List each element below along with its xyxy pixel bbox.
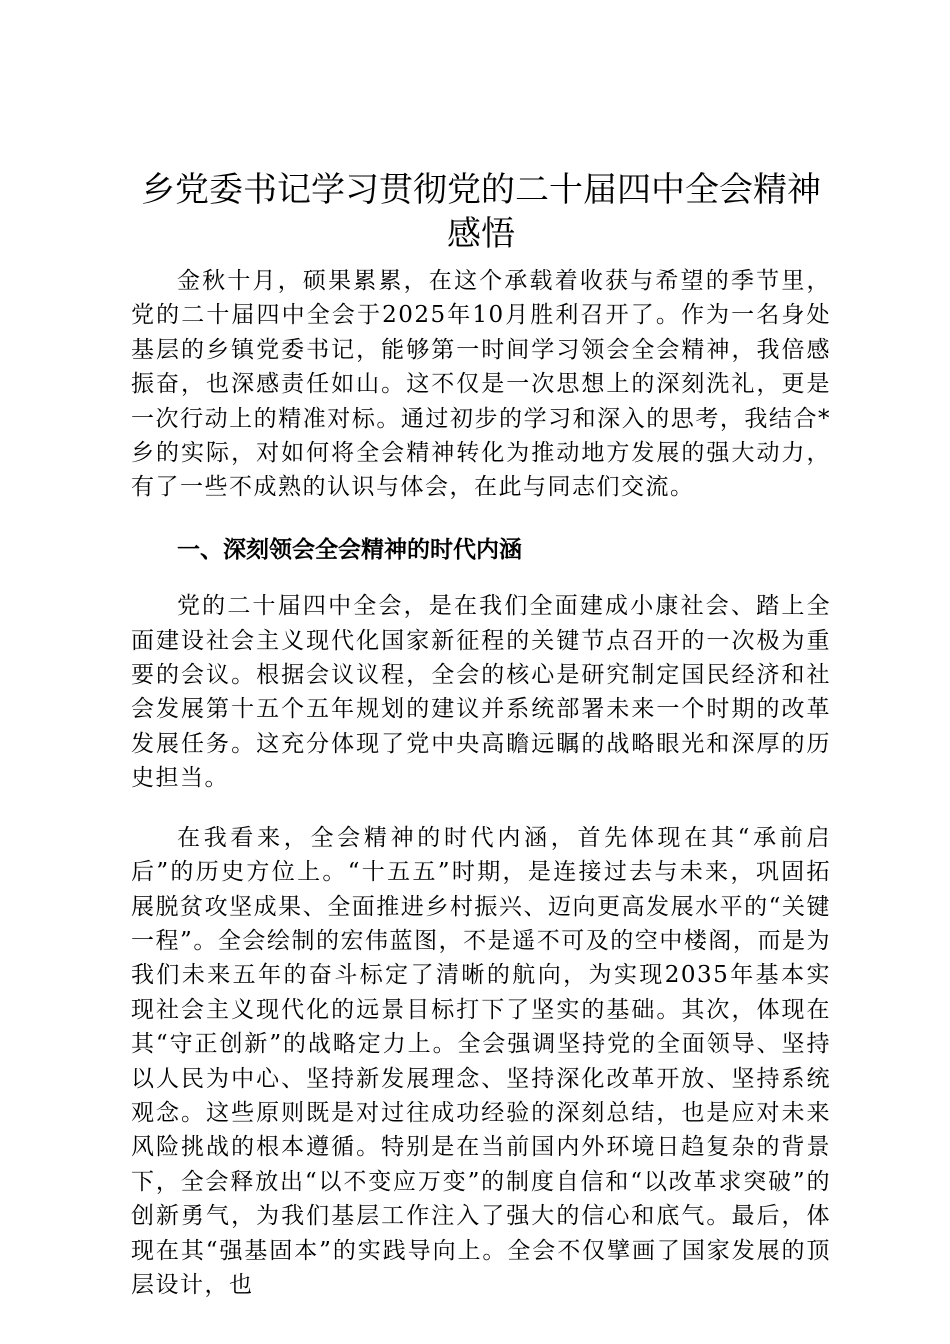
section-heading: 一、深刻领会全会精神的时代内涵 xyxy=(177,536,522,563)
intro-paragraph: 金秋十月，硕果累累，在这个承载着收获与希望的季节里，党的二十届四中全会于2025年10月胜利召开了。作为一名身处基层的乡镇党委书记，能够第一时间学习领会全会精神，我倍感振奋，也深感责任如山。这不仅是一次思想上的深刻洗礼，更是一次行动上的精准对标。通过初步的学习和深入的思考，我结合*乡的实际，对如何将全会精神转化为推动地方发展的强大动力，有了一些不成熟的认识与体会，在此与同志们交流。 xyxy=(131,268,831,501)
document-title: 乡党委书记学习贯彻党的二十届四中全会精神感悟 xyxy=(141,170,821,254)
document-page xyxy=(131,168,831,1302)
body-paragraph: 党的二十届四中全会，是在我们全面建成小康社会、踏上全面建设社会主义现代化国家新征程的关键节点召开的一次极为重要的会议。根据会议议程，全会的核心是研究制定国民经济和社会发展第十五个五年规划的建议并系统部署未来一个时期的改革发展任务。这充分体现了党中央高瞻远瞩的战略眼光和深厚的历史担当。 xyxy=(131,593,831,792)
body-paragraph: 在我看来，全会精神的时代内涵，首先体现在其“承前启后”的历史方位上。“十五五”时期，是连接过去与未来，巩固拓展脱贫攻坚成果、全面推进乡村振兴、迈向更高发展水平的“关键一程”。全会绘制的宏伟蓝图，不是遥不可及的空中楼阁，而是为我们未来五年的奋斗标定了清晰的航向，为实现2035年基本实现社会主义现代化的远景目标打下了坚实的基础。其次，体现在其“守正创新”的战略定力上。全会强调坚持党的全面领导、坚持以人民为中心、坚持新发展理念、坚持深化改革开放、坚持系统观念。这些原则既是对过往成功经验的深刻总结，也是应对未来风险挑战的根本遵循。特别是在当前国内外环境日趋复杂的背景下，全会释放出“以不变应万变”的制度自信和“以改革求突破”的创新勇气，为我们基层工作注入了强大的信心和底气。最后，体现在其“强基固本”的实践导向上。全会不仅擘画了国家发展的顶层设计，也 xyxy=(131,824,831,1298)
